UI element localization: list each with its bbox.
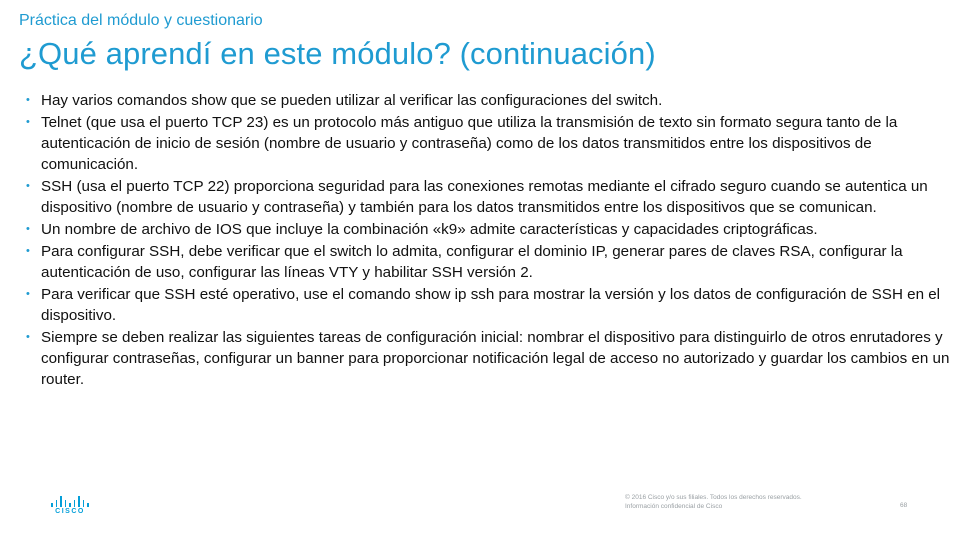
cisco-logo-bars bbox=[50, 495, 90, 507]
bullet-text: SSH (usa el puerto TCP 22) proporciona seguridad para las conexiones remotas mediante el cifrado seguro cuando se autentica un dispositivo (nombre de usuario y contraseña) y también para los datos transmitidos entre los dispositivos que se comunican. bbox=[41, 178, 928, 216]
bullet-item bbox=[26, 284, 956, 326]
bullet-dot-icon: • bbox=[26, 245, 30, 257]
bullet-item bbox=[26, 112, 956, 175]
bullet-text: Para verificar que SSH esté operativo, use el comando show ip ssh para mostrar la versión y los datos de configuración de SSH en el dispositivo. bbox=[41, 286, 941, 324]
bullet-text: Telnet (que usa el puerto TCP 23) es un protocolo más antiguo que utiliza la transmisión de texto sin formato segura tanto de la autenticación de inicio de sesión (nombre de usuario y contraseña) como de los datos transmitidos entre los dispositivos de comunicación. bbox=[41, 114, 898, 173]
slide-title: ¿Qué aprendí en este módulo? (continuación) bbox=[19, 36, 656, 71]
bullet-text: Hay varios comandos show que se pueden utilizar al verificar las configuraciones del switch. bbox=[41, 92, 663, 109]
cisco-logo-text: CISCO bbox=[55, 508, 85, 515]
section-subtitle: Práctica del módulo y cuestionario bbox=[19, 12, 263, 29]
bullet-dot-icon: • bbox=[26, 331, 30, 343]
bullet-item bbox=[26, 90, 956, 111]
bullet-text: Para configurar SSH, debe verificar que el switch lo admita, configurar el dominio IP, generar pares de claves RSA, configurar la autenticación de uso, configurar las líneas VTY y habilitar SSH versión 2. bbox=[41, 243, 903, 281]
bullet-dot-icon: • bbox=[26, 288, 30, 300]
bullet-item bbox=[26, 327, 956, 390]
cisco-logo-icon bbox=[50, 495, 90, 519]
page-number: 68 bbox=[900, 502, 908, 509]
bullet-dot-icon: • bbox=[26, 180, 30, 192]
bullet-list bbox=[26, 90, 956, 391]
bullet-item bbox=[26, 219, 956, 240]
footer-legal bbox=[625, 493, 802, 511]
bullet-dot-icon: • bbox=[26, 116, 30, 128]
bullet-text: Un nombre de archivo de IOS que incluye la combinación «k9» admite características y capacidades criptográficas. bbox=[41, 221, 818, 238]
bullet-dot-icon: • bbox=[26, 94, 30, 106]
bullet-text: Siempre se deben realizar las siguientes tareas de configuración inicial: nombrar el dispositivo para distinguirlo de otros enrutadores y configurar contraseñas, configurar un banner para proporcionar notificación legal de acceso no autorizado y guardar los cambios en un router. bbox=[41, 329, 950, 388]
bullet-item bbox=[26, 176, 956, 218]
bullet-item bbox=[26, 241, 956, 283]
bullet-dot-icon: • bbox=[26, 223, 30, 235]
confidential-text: Información confidencial de Cisco bbox=[625, 503, 723, 510]
copyright-text: © 2016 Cisco y/o sus filiales. Todos los derechos reservados. bbox=[625, 494, 802, 501]
